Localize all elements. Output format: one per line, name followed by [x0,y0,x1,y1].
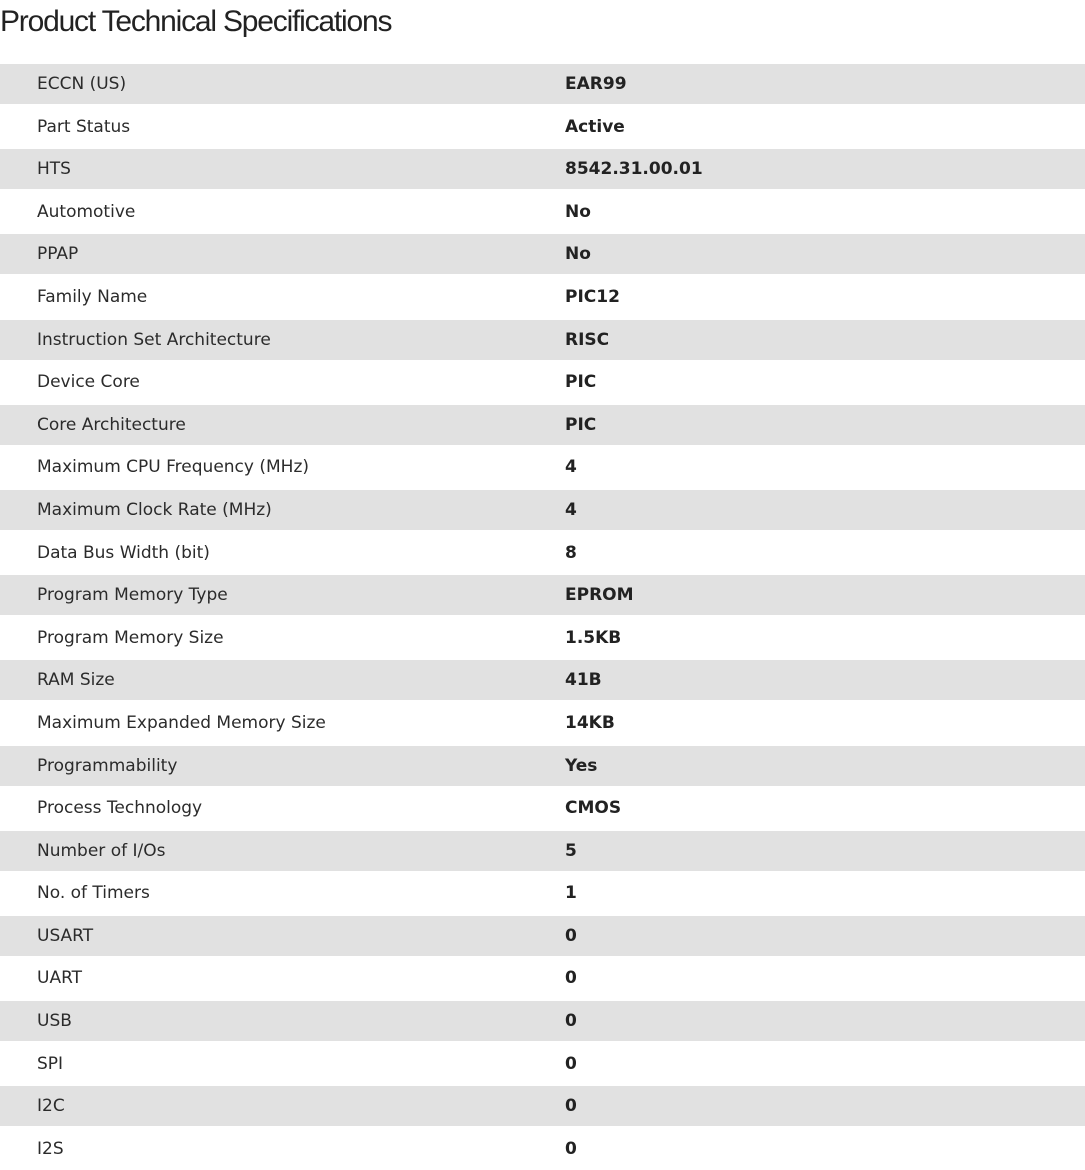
spec-label: Maximum CPU Frequency (MHz) [37,457,309,478]
spec-row [0,957,1085,1000]
spec-label: Program Memory Size [37,627,224,648]
spec-table [0,64,1085,1170]
spec-row [0,746,1085,786]
spec-row [0,149,1085,189]
spec-row [0,575,1085,615]
spec-row [0,320,1085,360]
spec-value: 14KB [565,712,615,733]
spec-value: 0 [565,1011,577,1032]
spec-row [0,916,1085,956]
spec-row [0,872,1085,915]
spec-value: 8 [565,542,577,563]
spec-value: PIC [565,414,597,435]
spec-value: RISC [565,329,610,350]
spec-label: Programmability [37,755,178,776]
spec-label: HTS [37,159,71,180]
page-title: Product Technical Specifications [0,5,392,38]
spec-value: 41B [565,670,602,691]
spec-label: Number of I/Os [37,840,166,861]
spec-value: 5 [565,840,577,861]
spec-value: 0 [565,1138,577,1159]
spec-row [0,531,1085,574]
spec-value: 4 [565,457,577,478]
spec-value: EAR99 [565,74,627,94]
spec-row [0,105,1085,148]
spec-label: Instruction Set Architecture [37,329,271,350]
spec-value: No [565,244,591,265]
spec-row [0,616,1085,659]
spec-label: Part Status [37,116,131,137]
spec-label: Maximum Expanded Memory Size [37,712,326,733]
spec-label: Maximum Clock Rate (MHz) [37,499,272,520]
spec-label: RAM Size [37,670,115,691]
spec-value: 4 [565,499,577,520]
spec-label: ECCN (US) [37,74,127,94]
spec-row [0,190,1085,233]
spec-row [0,660,1085,700]
spec-row [0,276,1085,319]
spec-row [0,787,1085,830]
spec-row [0,490,1085,530]
spec-label: I2S [37,1138,64,1159]
spec-row [0,1086,1085,1126]
spec-row [0,831,1085,871]
spec-value: 1 [565,883,577,904]
spec-value: PIC [565,372,597,393]
spec-label: Family Name [37,286,148,307]
spec-row [0,1001,1085,1041]
spec-value: Yes [565,755,598,776]
spec-value: 0 [565,1053,577,1074]
spec-label: USART [37,925,94,946]
spec-row [0,702,1085,745]
spec-label: Program Memory Type [37,585,228,606]
spec-label: I2C [37,1096,65,1117]
spec-row [0,361,1085,404]
spec-label: UART [37,968,83,989]
spec-row [0,1042,1085,1085]
spec-value: EPROM [565,585,634,606]
spec-value: 0 [565,968,577,989]
spec-value: CMOS [565,798,622,819]
spec-row [0,64,1085,104]
spec-row [0,446,1085,489]
spec-value: 0 [565,1096,577,1117]
spec-label: PPAP [37,244,79,265]
spec-value: 0 [565,925,577,946]
spec-label: Process Technology [37,798,203,819]
spec-label: USB [37,1011,72,1032]
spec-label: Device Core [37,372,140,393]
spec-label: Core Architecture [37,414,186,435]
spec-value: No [565,201,591,222]
spec-row [0,234,1085,274]
spec-label: Data Bus Width (bit) [37,542,210,563]
spec-row [0,405,1085,445]
spec-value: 8542.31.00.01 [565,159,703,180]
spec-label: No. of Timers [37,883,150,904]
spec-value: 1.5KB [565,627,622,648]
spec-label: SPI [37,1053,64,1074]
spec-value: Active [565,116,625,137]
spec-value: PIC12 [565,286,620,307]
spec-label: Automotive [37,201,136,222]
